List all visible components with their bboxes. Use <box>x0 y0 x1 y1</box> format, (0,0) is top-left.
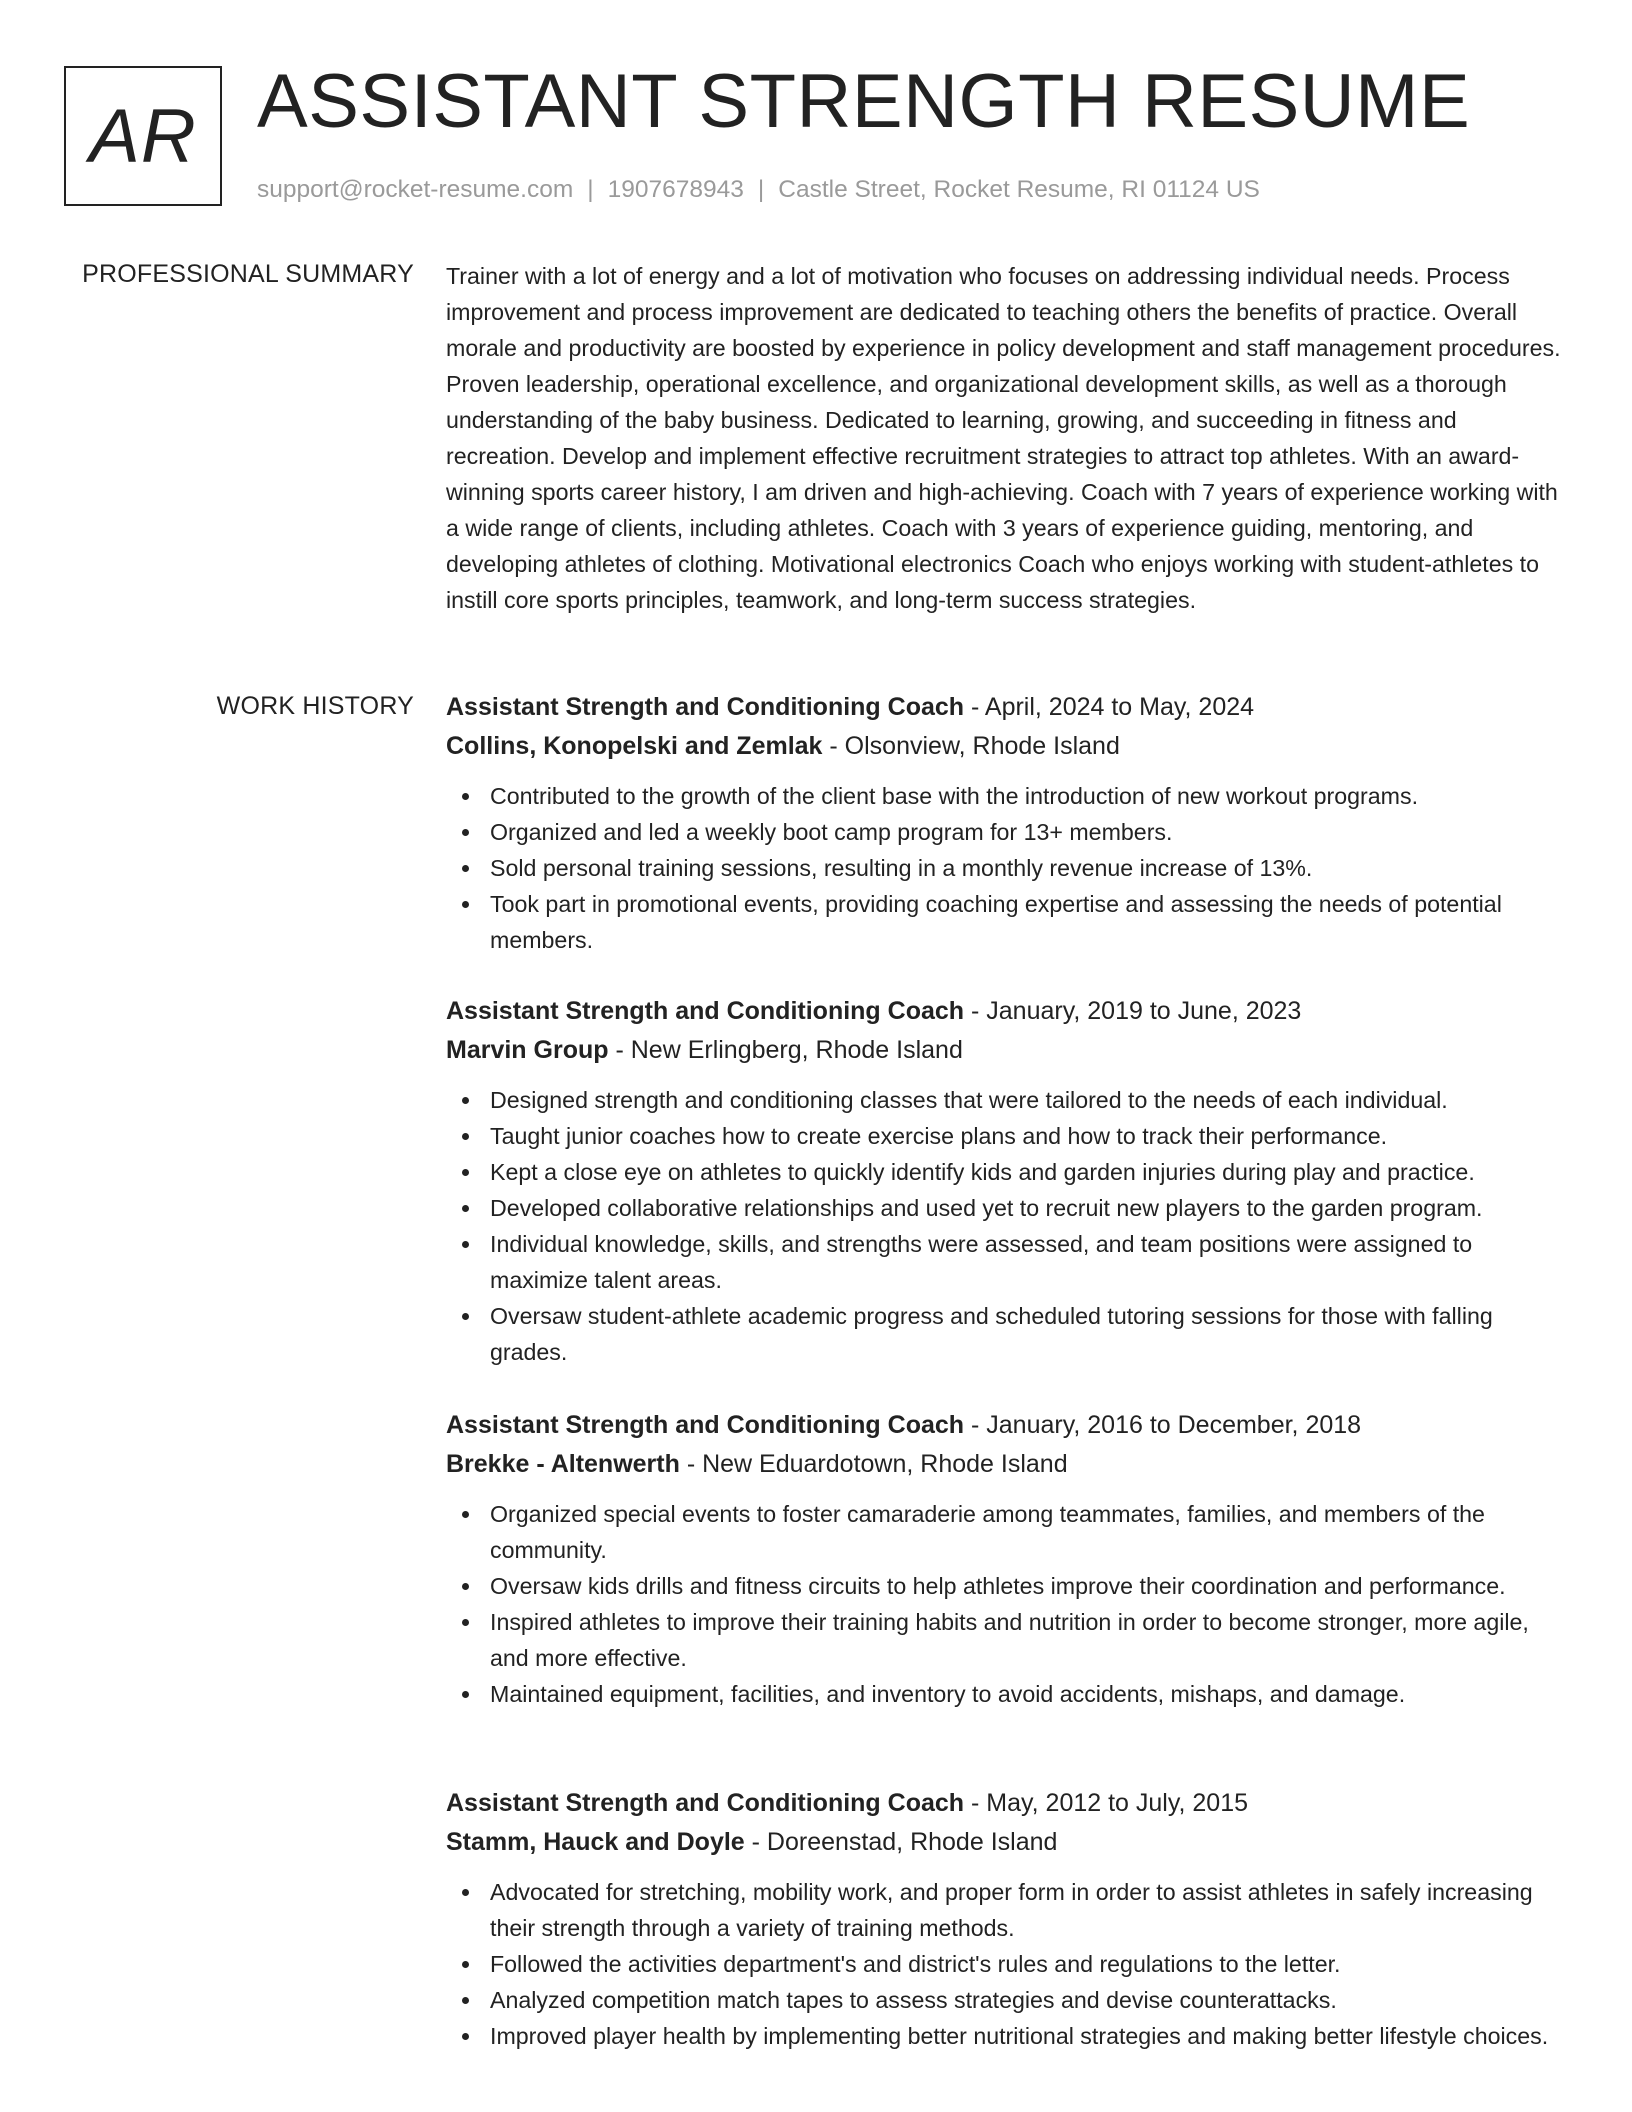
job-dates: - April, 2024 to May, 2024 <box>964 693 1255 721</box>
job-bullet: Followed the activities department's and district's rules and regulations to the letter. <box>490 1946 1562 1982</box>
contact-email[interactable]: support@rocket-resume.com <box>257 176 574 203</box>
job-bullet: Sold personal training sessions, resulting in a monthly revenue increase of 13%. <box>490 850 1562 886</box>
job-bullet-list <box>446 1874 1562 2054</box>
job-entry <box>446 1406 1562 1712</box>
job-bullet: Took part in promotional events, providing coaching expertise and assessing the needs of potential members. <box>490 886 1562 958</box>
job-bullet: Organized and led a weekly boot camp program for 13+ members. <box>490 814 1562 850</box>
job-bullet: Contributed to the growth of the client base with the introduction of new workout programs. <box>490 778 1562 814</box>
job-bullet-list <box>446 1496 1562 1712</box>
contact-line <box>257 175 1260 205</box>
job-title-line <box>446 992 1562 1031</box>
job-company: Collins, Konopelski and Zemlak <box>446 732 823 760</box>
job-bullet: Kept a close eye on athletes to quickly identify kids and garden injuries during play and practice. <box>490 1154 1562 1190</box>
job-bullet: Improved player health by implementing better nutritional strategies and making better lifestyle choices. <box>490 2018 1562 2054</box>
job-location: - New Eduardotown, Rhode Island <box>679 1450 1068 1478</box>
job-bullet-list <box>446 778 1562 958</box>
job-company: Brekke - Altenwerth <box>446 1450 680 1478</box>
job-location: - Olsonview, Rhode Island <box>822 732 1120 760</box>
job-role: Assistant Strength and Conditioning Coach <box>446 997 965 1025</box>
job-bullet: Taught junior coaches how to create exercise plans and how to track their performance. <box>490 1118 1562 1154</box>
job-bullet-list <box>446 1082 1562 1370</box>
job-bullet: Oversaw student-athlete academic progress and scheduled tutoring sessions for those with falling grades. <box>490 1298 1562 1370</box>
job-location: - New Erlingberg, Rhode Island <box>608 1036 963 1064</box>
resume-name: ASSISTANT STRENGTH RESUME <box>257 59 1471 144</box>
contact-separator: | <box>757 176 765 203</box>
job-role: Assistant Strength and Conditioning Coach <box>446 1789 965 1817</box>
job-company-line <box>446 1823 1562 1862</box>
job-entry <box>446 992 1562 1370</box>
job-bullet: Analyzed competition match tapes to assess strategies and devise counterattacks. <box>490 1982 1562 2018</box>
job-title-line <box>446 1784 1562 1823</box>
job-bullet: Developed collaborative relationships and used yet to recruit new players to the garden program. <box>490 1190 1562 1226</box>
monogram-badge: AR <box>64 66 222 206</box>
job-entry <box>446 688 1562 958</box>
contact-separator: | <box>587 176 594 203</box>
summary-body <box>446 258 1562 618</box>
job-entry <box>446 1784 1562 2054</box>
summary-text: Trainer with a lot of energy and a lot of motivation who focuses on addressing individual needs. Process improvement and process improvement are dedicated to teaching others the benefits of practice. Overall morale and productivity are boosted by experience in policy development and staff management procedures. Proven leadership, operational excellence, and organizational development skills, as well as a thorough understanding of the baby business. Dedicated to learning, growing, and succeeding in fitness and recreation. Develop and implement effective recruitment strategies to attract top athletes. With an award-winning sports career history, I am driven and high-achieving. Coach with 7 years of experience working with a wide range of clients, including athletes. Coach with 3 years of experience guiding, mentoring, and developing athletes of clothing. Motivational electronics Coach who enjoys working with student-athletes to instill core sports principles, teamwork, and long-term success strategies. <box>446 263 1561 613</box>
job-company-line <box>446 727 1562 766</box>
contact-address: Castle Street, Rocket Resume, RI 01124 US <box>778 176 1260 203</box>
job-bullet: Oversaw kids drills and fitness circuits to help athletes improve their coordination and performance. <box>490 1568 1562 1604</box>
job-title-line <box>446 1406 1562 1445</box>
job-role: Assistant Strength and Conditioning Coach <box>446 1411 965 1439</box>
work-history-section-title: WORK HISTORY <box>216 692 414 720</box>
job-role: Assistant Strength and Conditioning Coach <box>446 693 965 721</box>
job-dates: - May, 2012 to July, 2015 <box>964 1789 1249 1817</box>
job-title-line <box>446 688 1562 727</box>
job-dates: - January, 2019 to June, 2023 <box>964 997 1302 1025</box>
job-bullet: Organized special events to foster camaraderie among teammates, families, and members of the community. <box>490 1496 1562 1568</box>
job-bullet: Maintained equipment, facilities, and inventory to avoid accidents, mishaps, and damage. <box>490 1676 1562 1712</box>
job-location: - Doreenstad, Rhode Island <box>744 1828 1058 1856</box>
job-bullet: Individual knowledge, skills, and strengths were assessed, and team positions were assigned to maximize talent areas. <box>490 1226 1562 1298</box>
resume-header <box>0 0 1632 230</box>
job-bullet: Advocated for stretching, mobility work, and proper form in order to assist athletes in safely increasing their strength through a variety of training methods. <box>490 1874 1562 1946</box>
job-bullet: Inspired athletes to improve their training habits and nutrition in order to become stronger, more agile, and more effective. <box>490 1604 1562 1676</box>
job-company: Marvin Group <box>446 1036 609 1064</box>
job-dates: - January, 2016 to December, 2018 <box>964 1411 1362 1439</box>
job-company-line <box>446 1445 1562 1484</box>
job-company-line <box>446 1031 1562 1070</box>
job-company: Stamm, Hauck and Doyle <box>446 1828 745 1856</box>
job-bullet: Designed strength and conditioning classes that were tailored to the needs of each individual. <box>490 1082 1562 1118</box>
contact-phone[interactable]: 1907678943 <box>607 176 744 203</box>
summary-section-title: PROFESSIONAL SUMMARY <box>82 260 414 288</box>
